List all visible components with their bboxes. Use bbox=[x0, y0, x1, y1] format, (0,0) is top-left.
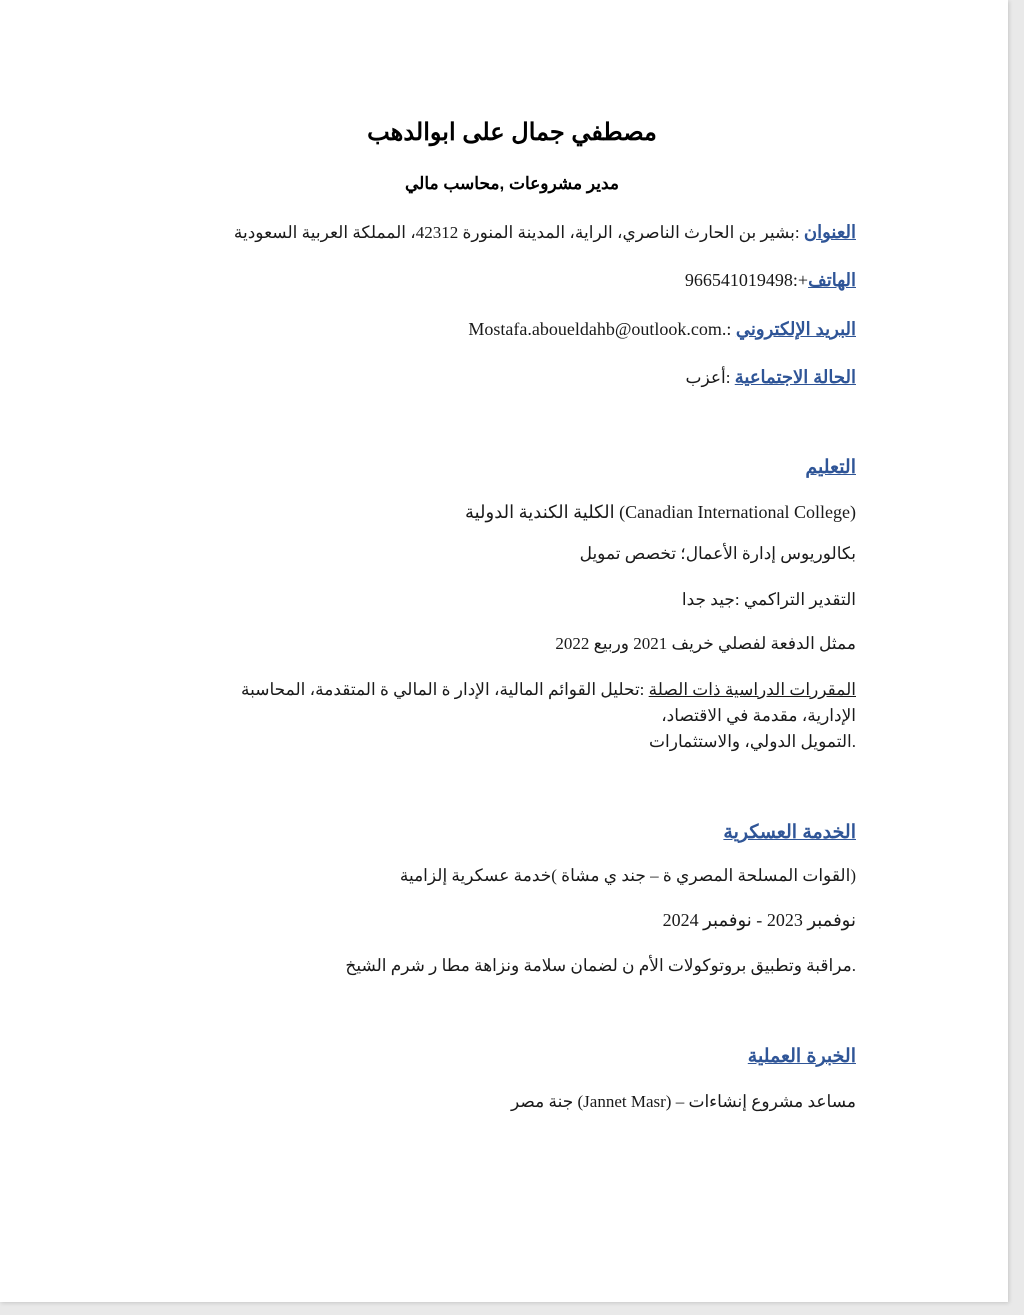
phone-label: الهاتف bbox=[808, 270, 856, 290]
military-heading: الخدمة العسكرية bbox=[723, 822, 856, 843]
education-heading: التعليم bbox=[805, 457, 856, 478]
experience-heading: الخبرة العملية bbox=[747, 1046, 856, 1067]
military-period: نوفمبر 2023 - نوفمبر 2024 bbox=[662, 910, 856, 930]
phone-line bbox=[685, 270, 856, 291]
email-line bbox=[468, 319, 856, 340]
phone-value: +:966541019498 bbox=[684, 270, 809, 290]
education-courses bbox=[196, 677, 856, 729]
courses-continuation: .التمويل الدولي، والاستثمارات bbox=[649, 732, 856, 751]
education-degree: بكالوريوس إدارة الأعمال؛ تخصص تمويل bbox=[579, 544, 856, 563]
marital-label: الحالة الاجتماعية bbox=[734, 367, 856, 387]
email-value: :.Mostafa.aboueldahb@outlook.com bbox=[468, 319, 736, 339]
courses-text: :تحليل القوائم المالية، الإدار ة المالي ة المتقدمة، المحاسبة الإدارية، مقدمة في الاقتصاد، bbox=[241, 680, 856, 725]
military-duty: .مراقبة وتطبيق بروتوكولات الأم ن لضمان سلامة ونزاهة مطا ر شرم الشيخ bbox=[345, 956, 856, 975]
address-label: العنوان bbox=[803, 222, 856, 242]
education-representative: ممثل الدفعة لفصلي خريف 2021 وربيع 2022 bbox=[555, 634, 856, 653]
job-title: مدير مشروعات ,محاسب مالي bbox=[404, 174, 620, 193]
person-name: مصطفي جمال على ابوالدهب bbox=[367, 119, 657, 146]
courses-label: المقررات الدراسية ذات الصلة bbox=[648, 680, 856, 699]
marital-line bbox=[686, 367, 857, 388]
military-unit: (القوات المسلحة المصري ة – جند ي مشاة )خدمة عسكرية إلزامية bbox=[399, 866, 856, 885]
experience-role: مساعد مشروع إنشاءات – (Jannet Masr) جنة مصر bbox=[511, 1092, 856, 1111]
email-label: البريد الإلكتروني bbox=[735, 319, 856, 339]
address-value: :بشير بن الحارث الناصري، الراية، المدينة المنورة 42312، المملكة العربية السعودية bbox=[233, 223, 804, 242]
marital-value: :أعزب bbox=[685, 368, 735, 387]
education-grade: التقدير التراكمي :جيد جدا bbox=[681, 590, 856, 609]
education-college: (Canadian International College) الكلية الكندية الدولية bbox=[464, 502, 856, 522]
address-line bbox=[234, 222, 856, 243]
